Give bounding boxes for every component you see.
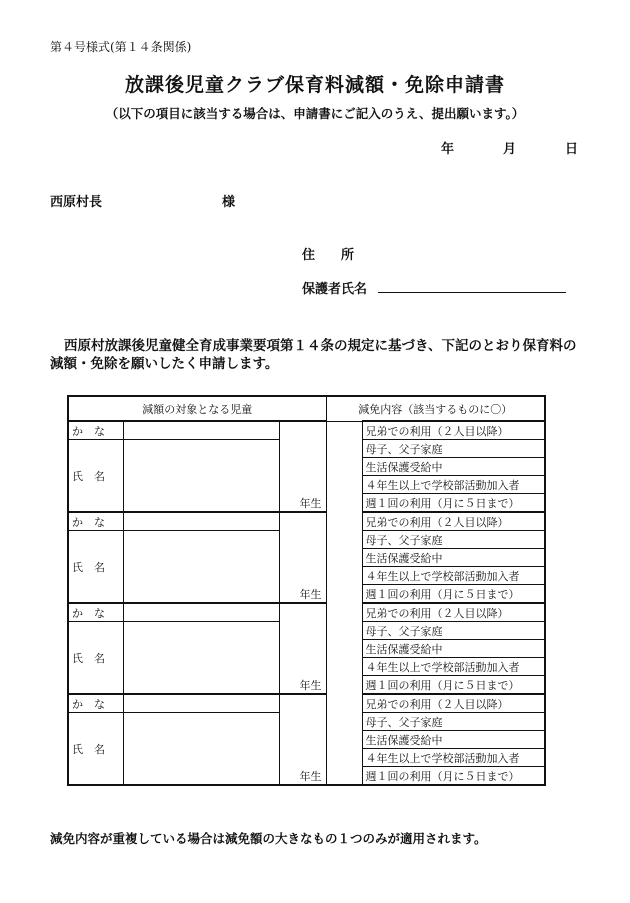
option-cell[interactable]: 生活保護受給中 [362, 549, 545, 567]
option-cell[interactable]: 母子、父子家庭 [362, 622, 545, 640]
option-cell[interactable]: 週１回の利用（月に５日まで） [362, 676, 545, 695]
footer-note: 減免内容が重複している場合は減免額の大きなもの１つのみが適用されます。 [50, 831, 487, 846]
option-cell[interactable]: 生活保護受給中 [362, 458, 545, 476]
name-input[interactable] [123, 713, 279, 786]
request-statement: 西原村放課後児童健全育成事業要項第１４条の規定に基づき、下記のとおり保育料の減額・免除を願いしたく申請します。 [50, 338, 577, 372]
form-number: 第４号様式(第１４条関係) [50, 40, 192, 54]
option-cell[interactable]: ４年生以上で学校部活動加入者 [362, 749, 545, 767]
table-row [68, 603, 545, 622]
option-cell[interactable]: 兄弟での利用（２人目以降） [362, 421, 545, 440]
date-year-label: 年 [441, 142, 455, 157]
kana-input[interactable] [123, 421, 279, 440]
option-cell[interactable]: 兄弟での利用（２人目以降） [362, 694, 545, 713]
grade-cell[interactable]: 年生 [279, 694, 326, 785]
check-column[interactable] [326, 421, 362, 512]
option-cell[interactable]: 母子、父子家庭 [362, 713, 545, 731]
header-exemption: 減免内容（該当するものに〇） [326, 396, 545, 421]
kana-input[interactable] [123, 603, 279, 622]
guardian-name-field[interactable] [378, 292, 566, 293]
grade-cell[interactable]: 年生 [279, 512, 326, 603]
option-cell[interactable]: 兄弟での利用（２人目以降） [362, 512, 545, 531]
option-cell[interactable]: ４年生以上で学校部活動加入者 [362, 658, 545, 676]
addressee-honorific: 様 [222, 195, 236, 210]
kana-label: か な [68, 512, 123, 531]
name-input[interactable] [123, 531, 279, 604]
option-cell[interactable]: 母子、父子家庭 [362, 440, 545, 458]
option-cell[interactable]: 母子、父子家庭 [362, 531, 545, 549]
name-input[interactable] [123, 622, 279, 695]
table-row [68, 694, 545, 713]
option-cell[interactable]: 兄弟での利用（２人目以降） [362, 603, 545, 622]
option-cell[interactable]: ４年生以上で学校部活動加入者 [362, 476, 545, 494]
check-column[interactable] [326, 512, 362, 603]
check-column[interactable] [326, 694, 362, 785]
option-cell[interactable]: 週１回の利用（月に５日まで） [362, 767, 545, 786]
name-label: 氏 名 [68, 531, 123, 604]
option-cell[interactable]: 生活保護受給中 [362, 731, 545, 749]
name-label: 氏 名 [68, 440, 123, 513]
name-label: 氏 名 [68, 713, 123, 786]
option-cell[interactable]: 週１回の利用（月に５日まで） [362, 585, 545, 604]
option-cell[interactable]: 週１回の利用（月に５日まで） [362, 494, 545, 513]
option-cell[interactable]: 生活保護受給中 [362, 640, 545, 658]
grade-cell[interactable]: 年生 [279, 603, 326, 694]
date-day-label: 日 [565, 142, 579, 157]
addressee-name: 西原村長 [50, 195, 103, 210]
address-label: 住 所 [302, 248, 355, 263]
grade-cell[interactable]: 年生 [279, 421, 326, 512]
table-row [68, 512, 545, 531]
kana-label: か な [68, 421, 123, 440]
kana-label: か な [68, 694, 123, 713]
page-title: 放課後児童クラブ保育料減額・免除申請書 [124, 74, 505, 96]
kana-input[interactable] [123, 694, 279, 713]
exemption-table [67, 395, 546, 786]
option-cell[interactable]: ４年生以上で学校部活動加入者 [362, 567, 545, 585]
check-column[interactable] [326, 603, 362, 694]
kana-input[interactable] [123, 512, 279, 531]
instruction-note: （以下の項目に該当する場合は、申請書にご記入のうえ、提出願います。） [105, 106, 525, 121]
table-row [68, 421, 545, 440]
name-label: 氏 名 [68, 622, 123, 695]
name-input[interactable] [123, 440, 279, 513]
date-month-label: 月 [503, 142, 517, 157]
guardian-name-label: 保護者氏名 [302, 282, 368, 297]
header-child: 減額の対象となる児童 [68, 396, 326, 421]
kana-label: か な [68, 603, 123, 622]
